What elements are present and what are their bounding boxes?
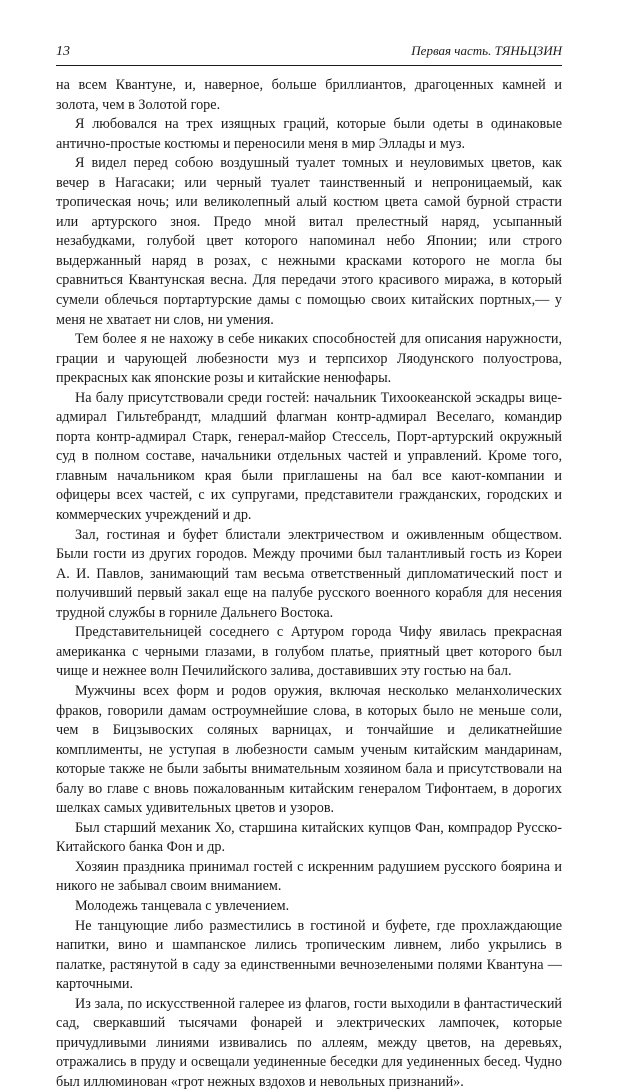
paragraph: Молодежь танцевала с увлечением.: [75, 897, 290, 914]
paragraph: Был старший механик Хо, старшина китайских купцов Фан, компрадор Русско-Китайского банка Фон и др.: [56, 819, 562, 856]
page-number: 13: [56, 44, 70, 59]
book-page: [56, 42, 562, 1092]
paragraph: Я видел перед собою воздушный туалет томных и неуловимых цветов, как вечер в Нагасаки; или черный туалет таинственный и непроницаемый, как тропическая ночь; или великолепный алый костюм цвета самой бурной страсти или артурского зноя. Предо мной витал прелестный наряд, усыпанный незабудками, голубой цвет которого напоминал небо Японии; или строго выдержанный наряд в розах, с нежными красками которого не могла бы сравниться Квантунская весна. Для передачи этого красивого миража, в который сумели облечься портартурские дамы с помощью своих китайских портных,— у меня не хватает ни слов, ни умения.: [56, 155, 562, 328]
page-header: [56, 42, 562, 66]
paragraph: Хозяин праздника принимал гостей с искренним радушием русского боярина и никого не забывал своим вниманием.: [56, 858, 562, 895]
running-title: Первая часть. ТЯНЬЦЗИН: [411, 43, 562, 58]
paragraph: Зал, гостиная и буфет блистали электричеством и оживленным обществом. Были гости из других городов. Между прочими был талантливый гость из Кореи А. И. Павлов, занимающий там весьма ответственный дипломатический пост и получивший первый закал еще на палубе русского военного корабля для несения трудной службы в горниле Дальнего Востока.: [56, 526, 562, 621]
paragraph: Мужчины всех форм и родов оружия, включая несколько меланхолических фраков, говорили дамам остроумнейшие слова, в которых было не меньше соли, чем в Бицзывоских соляных варницах, и тончайшие и деликатнейшие комплименты, не уступая в любезности самым ученым китайским мандаринам, которые также не были забыты внимательным хозяином бала и присутствовали на балу во главе с вновь пожалованным китайским генералом Тифонтаем, в дорогих шелках самых удивительных цветов и узоров.: [56, 682, 562, 817]
paragraph: Представительницей соседнего с Артуром города Чифу явилась прекрасная американка с черными глазами, в голубом платье, приятный цвет которого был чище и нежнее волн Печилийского залива, доставивших эту гостью на бал.: [56, 624, 562, 680]
paragraph: Из зала, по искусственной галерее из флагов, гости выходили в фантастический сад, сверкавший тысячами фонарей и электрических лампочек, которые причудливыми линиями извивались по аллеям, между цветов, на деревьях, отражались в пруду и освещали уединенные беседки для уединенных бесед. Чудно был иллюминован «грот нежных вздохов и невольных признаний».: [56, 995, 562, 1090]
paragraph: На балу присутствовали среди гостей: начальник Тихоокеанской эскадры вице-адмирал Гильтебрандт, младший флагман контр-адмирал Веселаго, командир порта контр-адмирал Старк, генерал-майор Стессель, Порт-артурский окружный суд в полном составе, начальники отдельных частей и управлений. Кроме того, главным начальником края были приглашены на бал все кают-компании и офицеры всех частей, с их супругами, представители гражданских, городских и коммерческих учреждений и др.: [56, 389, 562, 524]
body-text: [56, 76, 562, 1092]
paragraph: Я любовался на трех изящных граций, которые были одеты в одинаковые антично-простые костюмы и переносили меня в мир Эллады и муз.: [56, 116, 562, 152]
paragraph: Не танцующие либо разместились в гостиной и буфете, где прохлаждающие напитки, вино и шампанское лились тропическим ливнем, либо укрылись в палатке, растянутой в саду за единственными вечнозелеными полями Квантуна — карточными.: [56, 917, 562, 993]
paragraph: на всем Квантуне, и, наверное, больше бриллиантов, драгоценных камней и золота, чем в Золотой горе.: [56, 77, 562, 113]
paragraph: Тем более я не нахожу в себе никаких способностей для описания наружности, грации и чарующей любезности муз и терпсихор Ляодунского полуострова, прекрасных как японские розы и китайские ненюфары.: [56, 331, 562, 387]
